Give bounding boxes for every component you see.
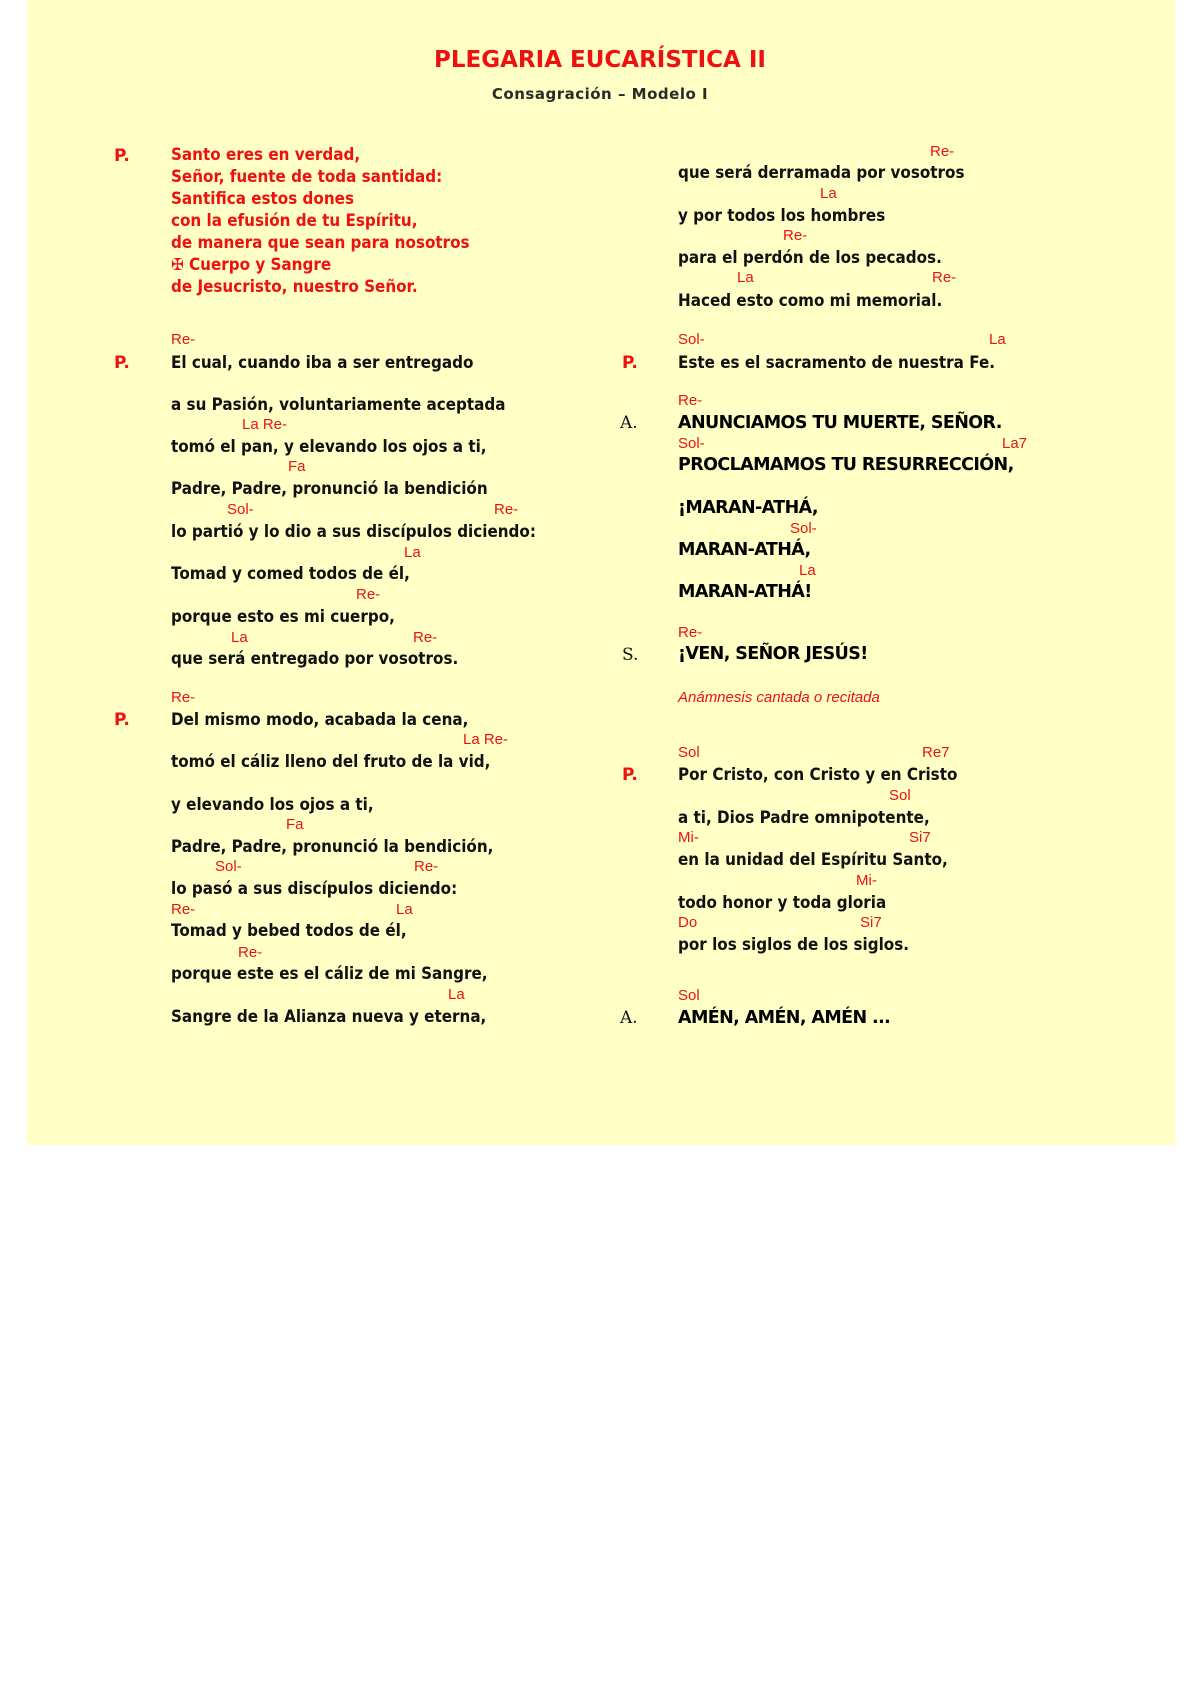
lyric-line: lo pasó a sus discípulos diciendo:	[171, 879, 458, 898]
chord: Sol-	[678, 331, 705, 348]
chord: Mi-	[678, 829, 699, 846]
chord: Re-	[494, 501, 519, 518]
chord: La Re-	[463, 731, 509, 748]
intro-line: Santifica estos dones	[171, 189, 354, 208]
lyric-line: y elevando los ojos a ti,	[171, 795, 374, 814]
lyric-line: Del mismo modo, acabada la cena,	[171, 710, 469, 729]
acclamation-line: MARAN-ATHÁ!	[678, 582, 812, 602]
lyric-line: Padre, Padre, pronunció la bendición,	[171, 837, 494, 856]
lyric-line: que será entregado por vosotros.	[171, 649, 459, 668]
lyric-line: Tomad y bebed todos de él,	[171, 921, 407, 940]
speaker-marker: P.	[114, 710, 130, 730]
speaker-marker: P.	[622, 353, 638, 373]
lyric-line: Por Cristo, con Cristo y en Cristo	[678, 765, 958, 784]
lyric-line: El cual, cuando iba a ser entregado	[171, 353, 474, 372]
acclamation-line: ¡MARAN-ATHÁ,	[678, 498, 818, 518]
chord: La	[404, 544, 421, 561]
lyric-line: Haced esto como mi memorial.	[678, 291, 943, 310]
chord: Re-	[171, 331, 196, 348]
chord: Re-	[930, 143, 955, 160]
chord: Re-	[171, 901, 196, 918]
chord: Fa	[286, 816, 304, 833]
lyric-line: lo partió y lo dio a sus discípulos diciendo:	[171, 522, 536, 541]
acclamation-line: ¡VEN, SEÑOR JESÚS!	[678, 644, 868, 664]
chord: Sol-	[215, 858, 242, 875]
lyric-line: tomó el cáliz lleno del fruto de la vid,	[171, 752, 491, 771]
page-subtitle: Consagración – Modelo I	[491, 85, 709, 103]
rubric-note: Anámnesis cantada o recitada	[678, 689, 880, 706]
acclamation-line: PROCLAMAMOS TU RESURRECCIÓN,	[678, 455, 1014, 475]
chord: La7	[1002, 435, 1028, 452]
chord: Re-	[678, 392, 703, 409]
chord: Sol-	[678, 435, 705, 452]
chord: Re7	[922, 744, 950, 761]
lyric-line: Padre, Padre, pronunció la bendición	[171, 479, 488, 498]
intro-line: Señor, fuente de toda santidad:	[171, 167, 443, 186]
lyric-line: en la unidad del Espíritu Santo,	[678, 850, 948, 869]
intro-line: de Jesucristo, nuestro Señor.	[171, 277, 418, 296]
chord: Si7	[909, 829, 931, 846]
chord: Re-	[932, 269, 957, 286]
chord: Sol	[678, 987, 700, 1004]
lyric-line: por los siglos de los siglos.	[678, 935, 910, 954]
chord: Sol	[889, 787, 911, 804]
lyric-line: todo honor y toda gloria	[678, 893, 887, 912]
lyric-line: que será derramada por vosotros	[678, 163, 965, 182]
lyric-line: porque esto es mi cuerpo,	[171, 607, 395, 626]
chord: La	[989, 331, 1006, 348]
chord: La	[448, 986, 465, 1003]
chord: Do	[678, 914, 698, 931]
intro-block	[171, 144, 496, 298]
speaker-marker: P.	[622, 765, 638, 785]
intro-line: ✠ Cuerpo y Sangre	[171, 255, 332, 274]
chord: La	[231, 629, 248, 646]
chord: Sol-	[790, 520, 817, 537]
page-title: PLEGARIA EUCARÍSTICA II	[434, 47, 766, 73]
speaker-marker: A.	[620, 1008, 638, 1028]
lyric-line: Tomad y comed todos de él,	[171, 564, 410, 583]
speaker-marker: P.	[114, 146, 130, 166]
chord: Si7	[860, 914, 882, 931]
intro-line: de manera que sean para nosotros	[171, 233, 470, 252]
chord: Mi-	[856, 872, 877, 889]
chord: Re-	[783, 227, 808, 244]
lyric-line: para el perdón de los pecados.	[678, 248, 942, 267]
chord: Re-	[414, 858, 439, 875]
chord: Re-	[171, 689, 196, 706]
lyric-line: Este es el sacramento de nuestra Fe.	[678, 353, 996, 372]
chord: La	[820, 185, 837, 202]
chord: Re-	[678, 624, 703, 641]
chord: Re-	[413, 629, 438, 646]
lyric-line: a ti, Dios Padre omnipotente,	[678, 808, 930, 827]
chord: Fa	[288, 458, 306, 475]
lyric-line: porque este es el cáliz de mi Sangre,	[171, 964, 488, 983]
speaker-marker: S.	[622, 645, 639, 665]
chord: Re-	[238, 944, 263, 961]
chord: Sol-	[227, 501, 254, 518]
chord: La	[737, 269, 754, 286]
chord: La	[396, 901, 413, 918]
chord: Sol	[678, 744, 700, 761]
intro-line: Santo eres en verdad,	[171, 145, 361, 164]
speaker-marker: A.	[620, 413, 638, 433]
chord: La	[799, 562, 816, 579]
acclamation-line: ANUNCIAMOS TU MUERTE, SEÑOR.	[678, 413, 1002, 433]
chord: La Re-	[242, 416, 288, 433]
acclamation-line: AMÉN, AMÉN, AMÉN ...	[678, 1008, 891, 1028]
speaker-marker: P.	[114, 353, 130, 373]
chord: Re-	[356, 586, 381, 603]
intro-line: con la efusión de tu Espíritu,	[171, 211, 418, 230]
lyric-line: y por todos los hombres	[678, 206, 886, 225]
lyric-line: tomó el pan, y elevando los ojos a ti,	[171, 437, 487, 456]
lyric-line: Sangre de la Alianza nueva y eterna,	[171, 1007, 487, 1026]
lyric-line: a su Pasión, voluntariamente aceptada	[171, 395, 506, 414]
acclamation-line: MARAN-ATHÁ,	[678, 540, 811, 560]
